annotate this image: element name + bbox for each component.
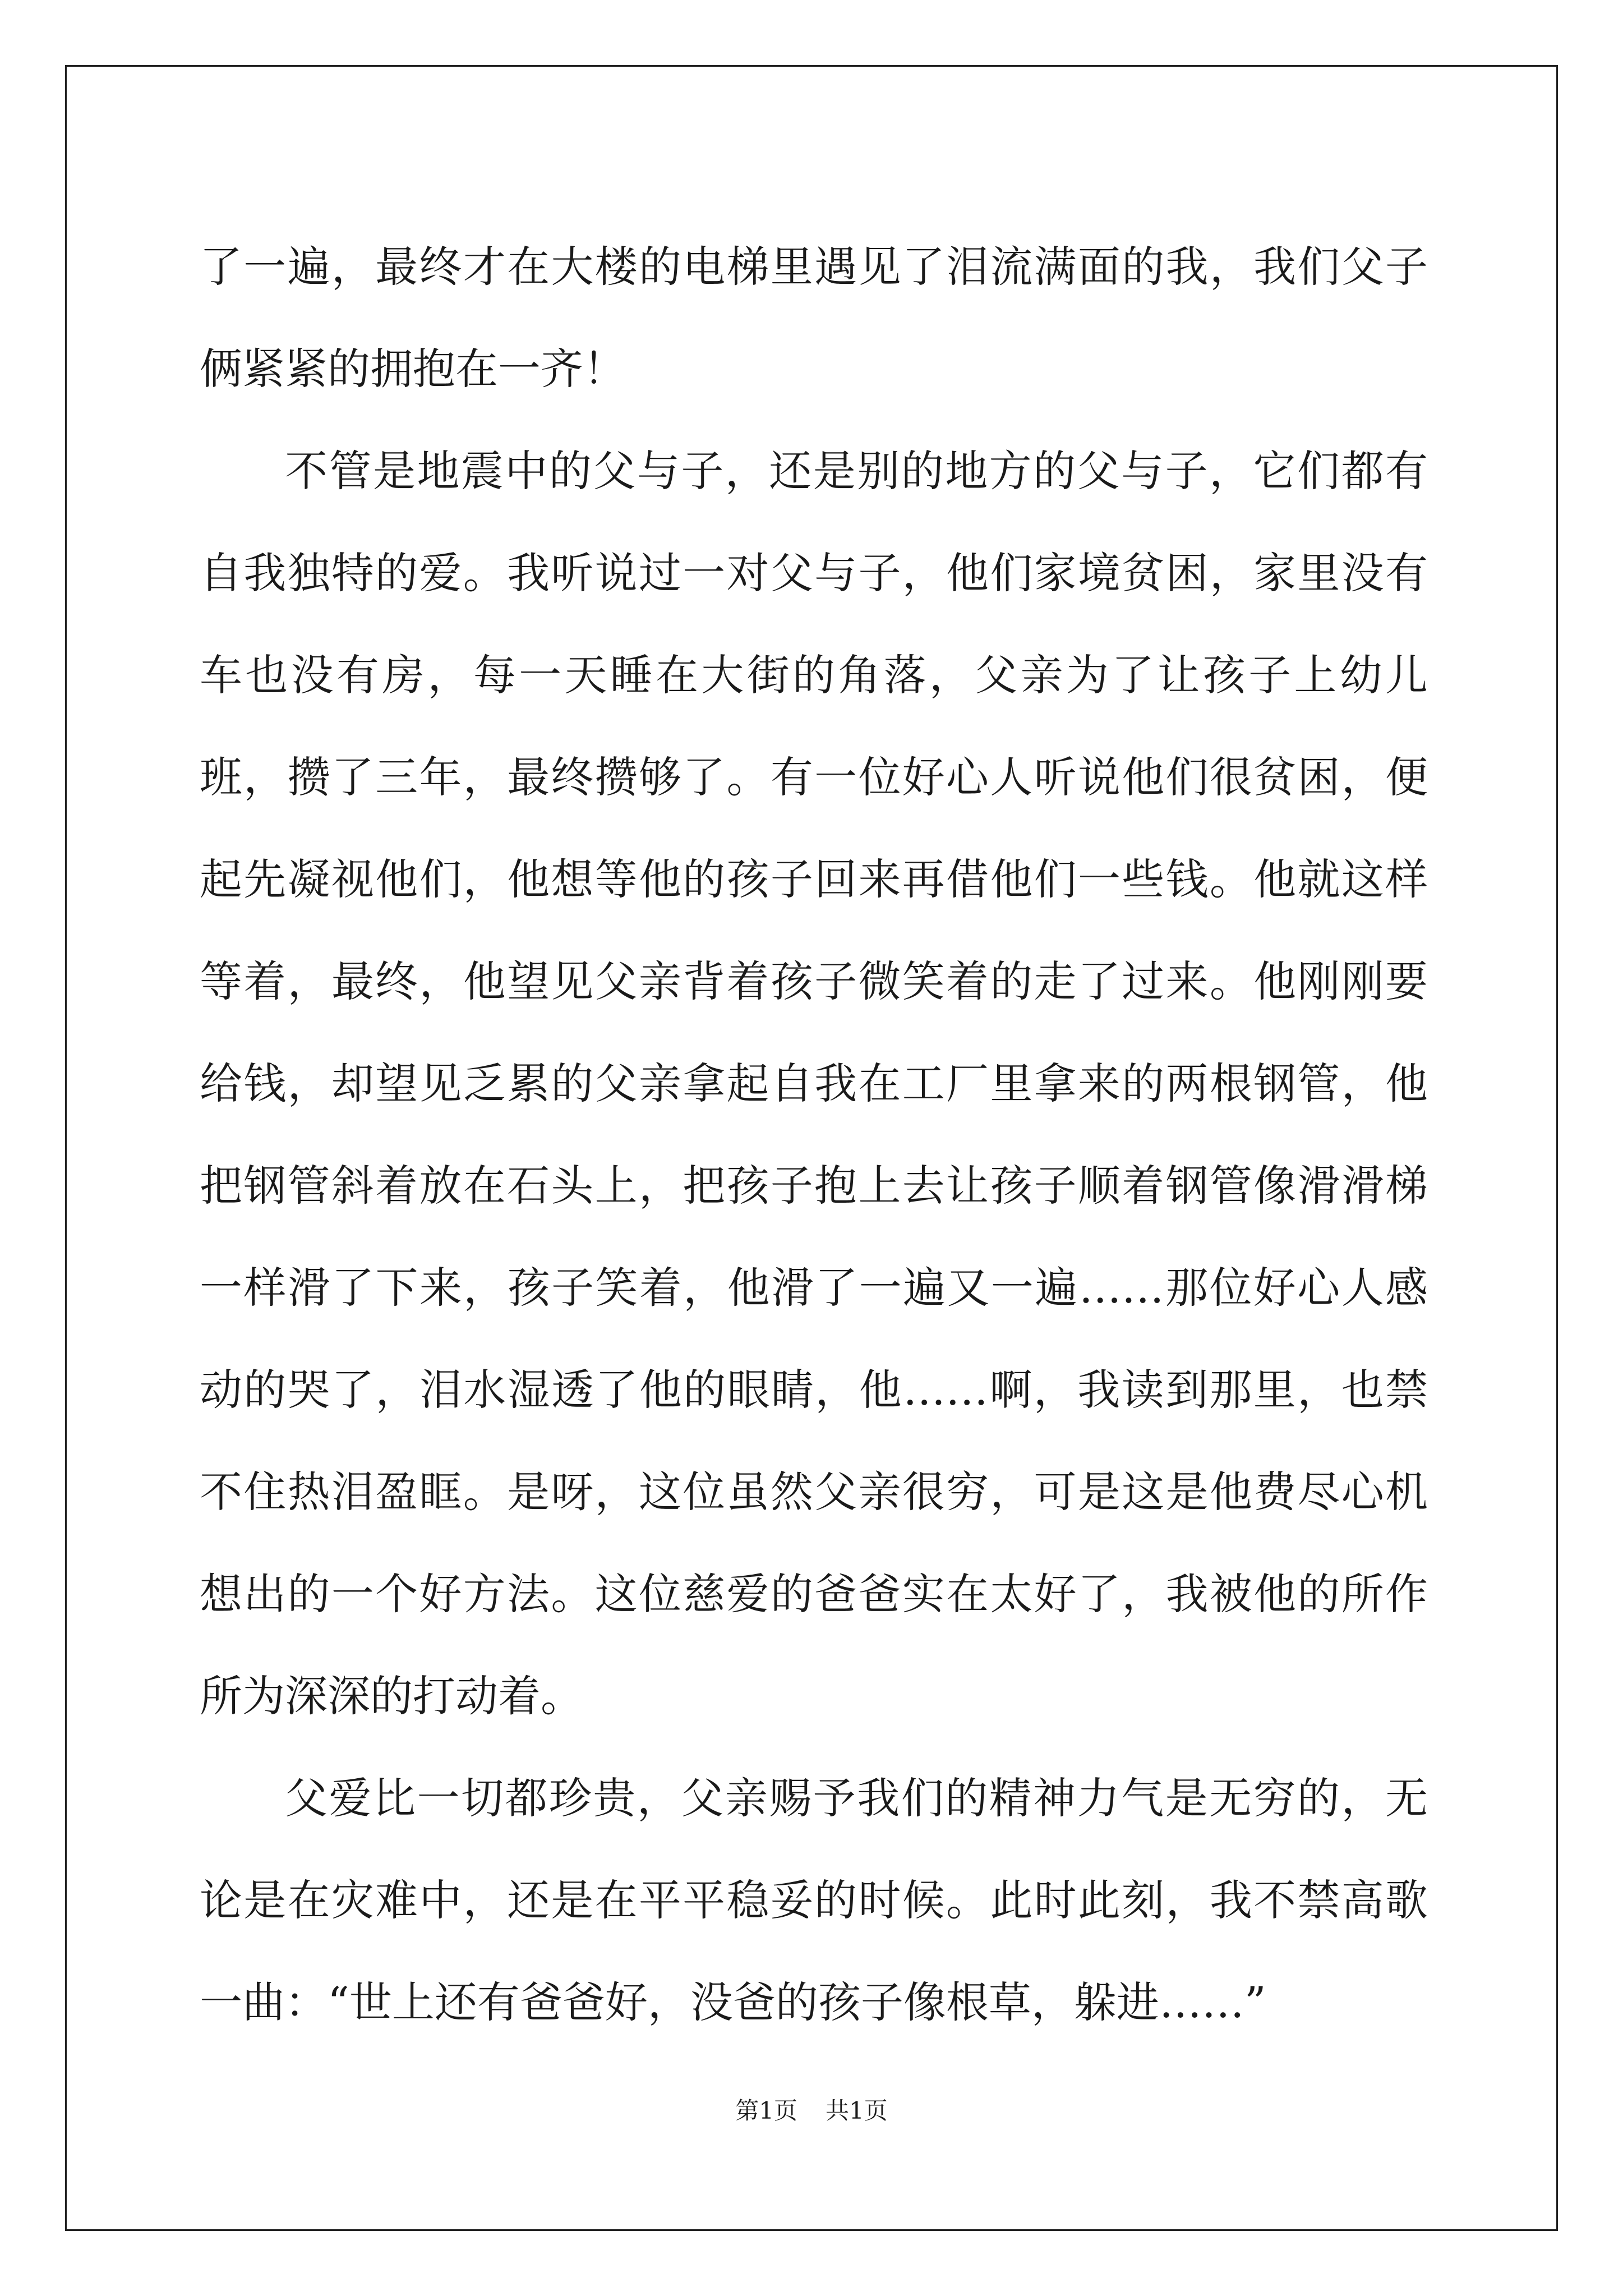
paragraph-continued: 了一遍，最终才在大楼的电梯里遇见了泪流满面的我，我们父子俩紧紧的拥抱在一齐！: [200, 242, 1428, 394]
page-number: 第1页: [735, 2097, 797, 2124]
page-footer: [0, 2092, 1623, 2126]
paragraph-father-and-son-story: 不管是地震中的父与子，还是别的地方的父与子，它们都有自我独特的爱。我听说过一对父与子，他们家境贫困，家里没有车也没有房，每一天睡在大街的角落，父亲为了让孩子上幼儿班，攒了三年，最终攒够了。有一位好心人听说他们很贫困，便起先凝视他们，他想等他的孩子回来再借他们一些钱。他就这样等着，最终，他望见父亲背着孩子微笑着的走了过来。他刚刚要给钱，却望见乏累的父亲拿起自我在工厂里拿来的两根钢管，他把钢管斜着放在石头上，把孩子抱上去让孩子顺着钢管像滑滑梯一样滑了下来，孩子笑着，他滑了一遍又一遍……那位好心人感动的哭了，泪水湿透了他的眼睛，他……啊，我读到那里，也禁不住热泪盈眶。是呀，这位虽然父亲很穷，可是这是他费尽心机想出的一个好方法。这位慈爱的爸爸实在太好了，我被他的所作所为深深的打动着。: [200, 446, 1428, 1721]
document-body: [200, 216, 1428, 2054]
page-total: 共1页: [826, 2097, 888, 2124]
paragraph-conclusion: 父爱比一切都珍贵，父亲赐予我们的精神力气是无穷的，无论是在灾难中，还是在平平稳妥的时候。此时此刻，我不禁高歌一曲：“世上还有爸爸好，没爸的孩子像根草，躲进……”: [200, 1773, 1428, 2027]
